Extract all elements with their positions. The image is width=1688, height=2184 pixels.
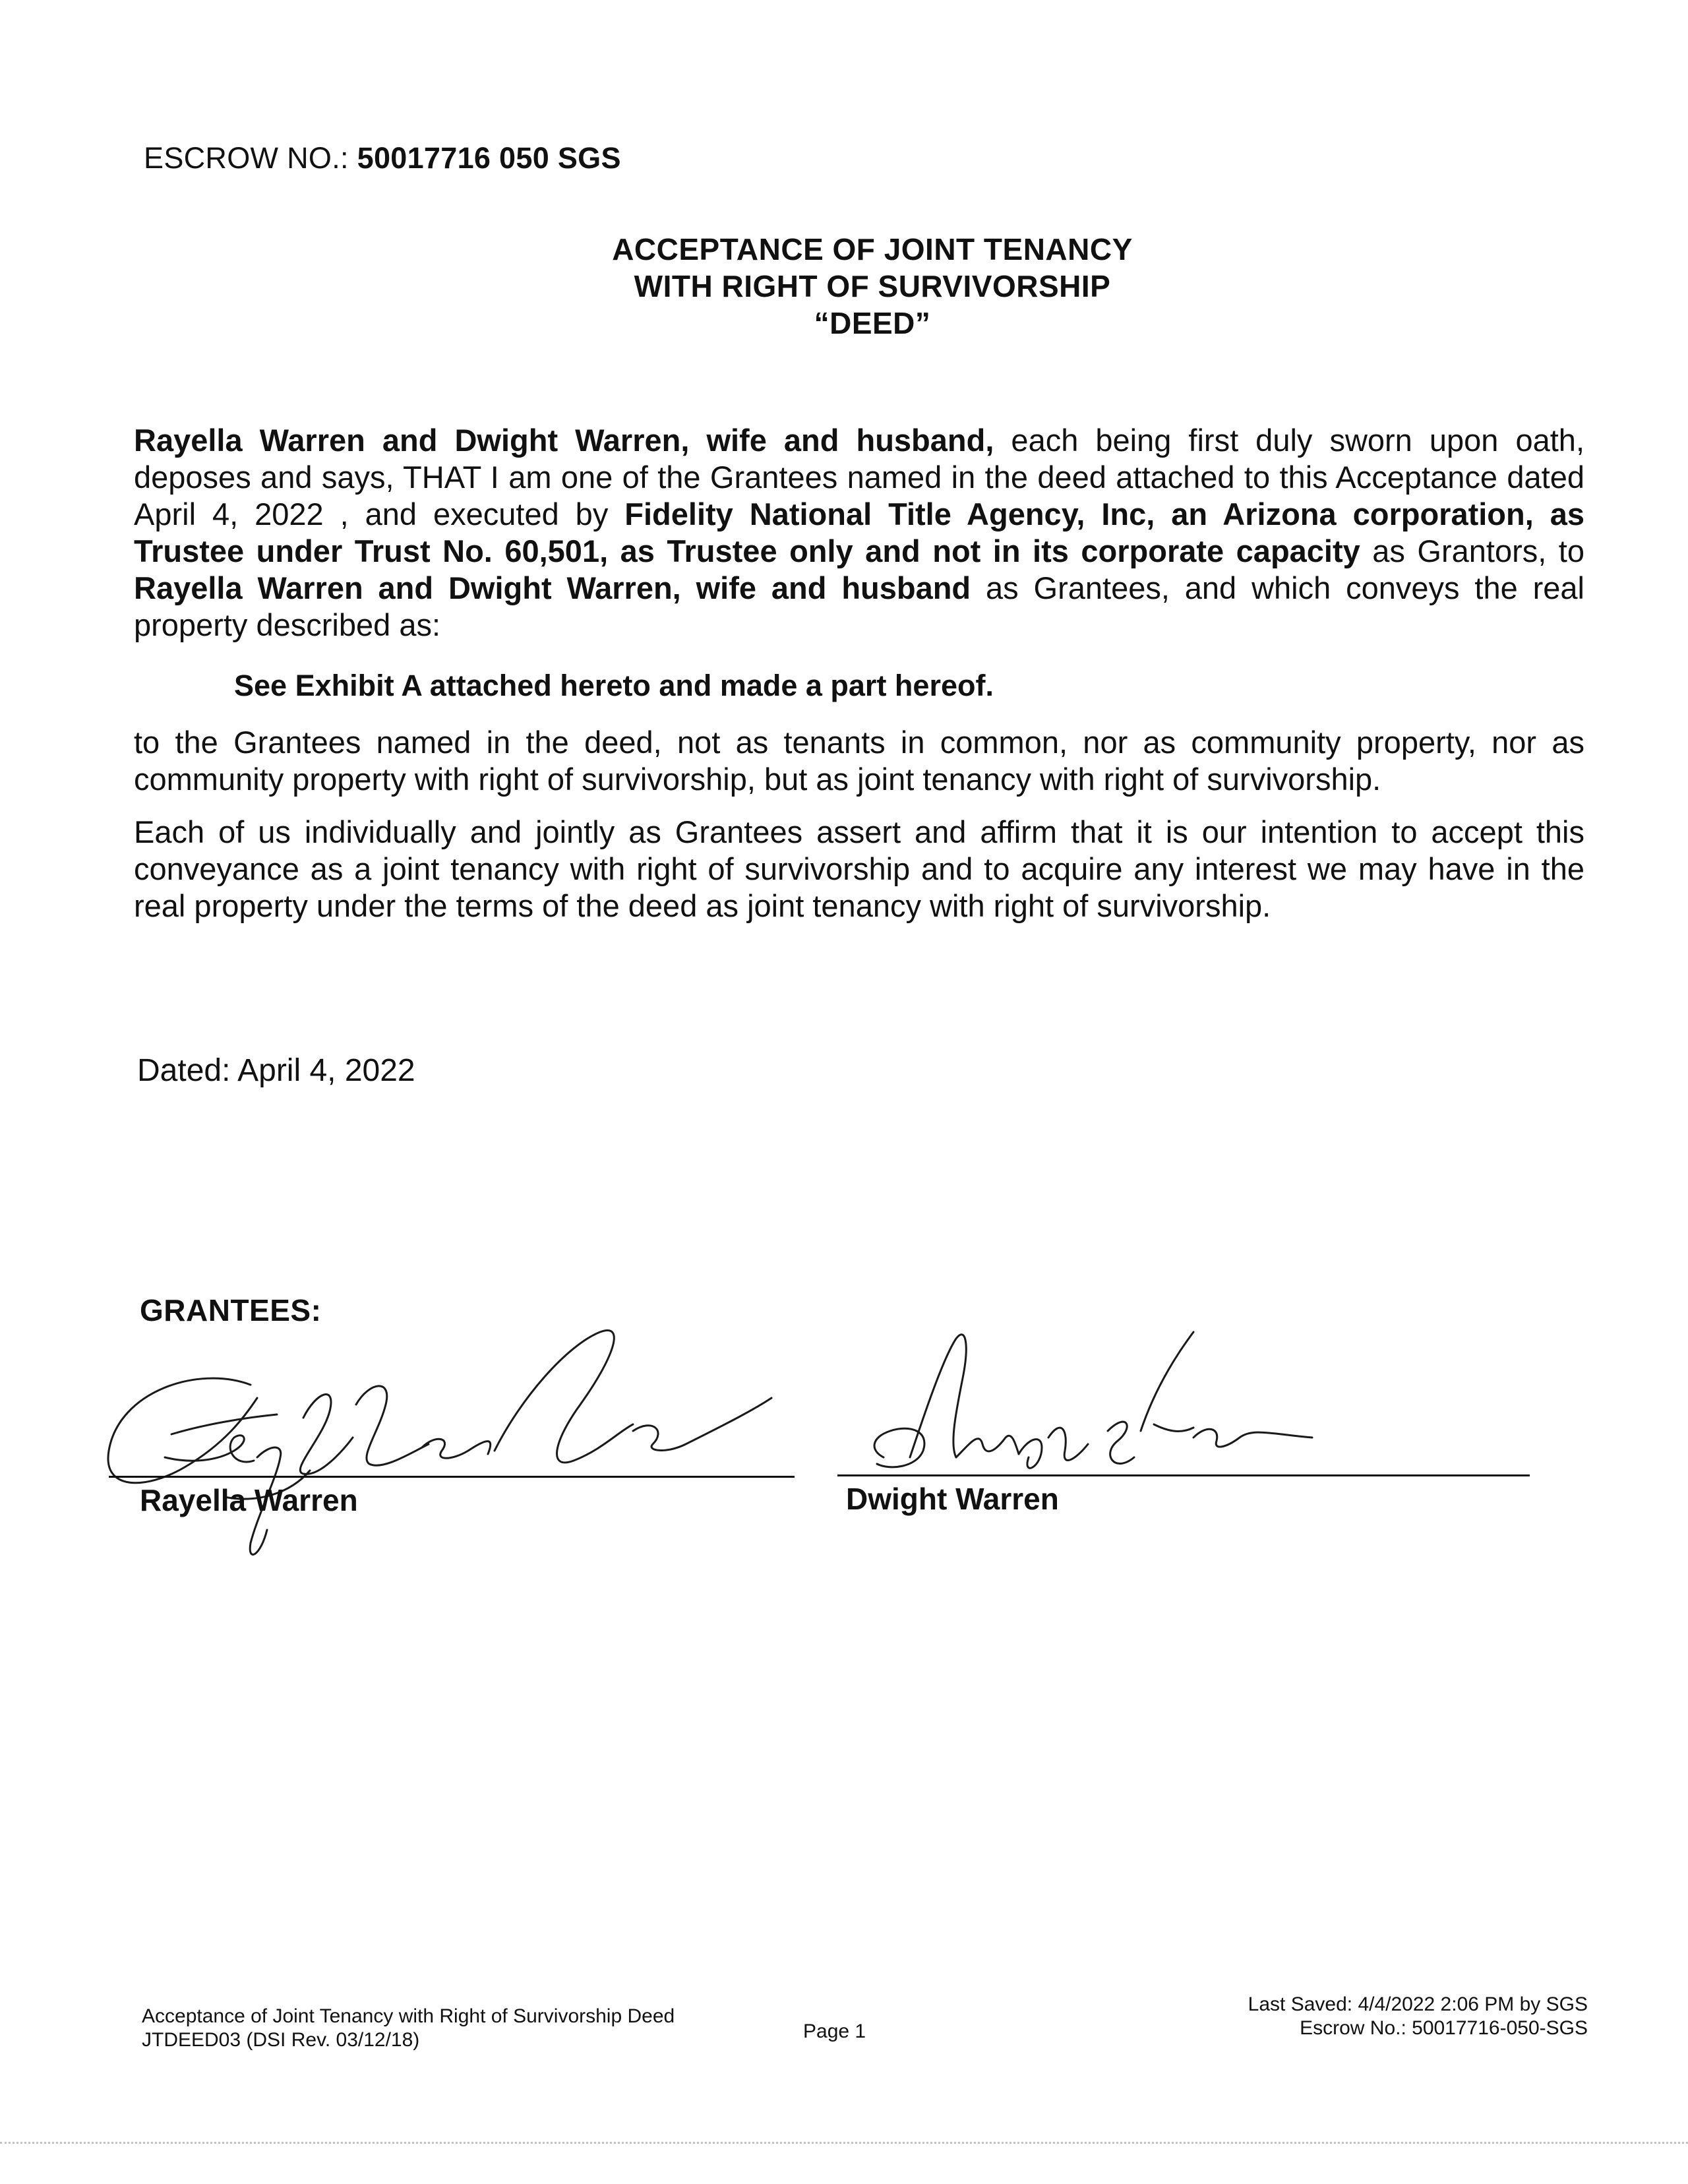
escrow-label: ESCROW NO.: xyxy=(144,141,349,175)
signer-name-1: Rayella Warren xyxy=(140,1483,358,1517)
affidavit-text-2: as Grantors, to xyxy=(1360,533,1584,568)
document-title xyxy=(0,231,1688,342)
footer-save-info xyxy=(1248,1993,1588,2040)
grantees-heading: GRANTEES: xyxy=(140,1293,322,1327)
signature-line-1 xyxy=(109,1476,795,1478)
tenancy-paragraph: to the Grantees named in the deed, not as tenants in common, nor as community property, nor as community property with right of survivorship, but as joint tenancy with right of survivorship. xyxy=(134,725,1584,797)
footer-page-number: Page 1 xyxy=(803,2020,866,2042)
affidavit-paragraph xyxy=(134,422,1584,644)
title-line-3: “DEED” xyxy=(814,306,931,340)
affidavit-text-1: each being first duly sworn upon oath, deposes and says, THAT I am one of the Grantees named in the deed attached to this Acceptance dated April 4, 2022 , and executed by xyxy=(134,423,1584,531)
escrow-number: 50017716 050 SGS xyxy=(357,141,621,175)
signature-rayella-warren xyxy=(92,1319,818,1583)
scan-artifact-divider xyxy=(0,2142,1688,2150)
footer-form-code: JTDEED03 (DSI Rev. 03/12/18) xyxy=(142,2029,420,2051)
footer-last-saved: Last Saved: 4/4/2022 2:06 PM by SGS xyxy=(1248,1993,1588,2015)
signature-line-2 xyxy=(837,1474,1530,1476)
footer-escrow: Escrow No.: 50017716-050-SGS xyxy=(1300,2017,1588,2039)
footer-form-title: Acceptance of Joint Tenancy with Right of Survivorship Deed xyxy=(142,2005,675,2027)
affidavit-text-3: as Grantees, and which conveys the real property described as: xyxy=(134,570,1584,642)
affirmation-paragraph: Each of us individually and jointly as Grantees assert and affirm that it is our intention to accept this conveyance as a joint tenancy with right of survivorship and to acquire any interest we may have in the real property under the terms of the deed as joint tenancy with right of survivorship. xyxy=(134,814,1584,923)
escrow-number-line xyxy=(144,141,621,175)
exhibit-reference: See Exhibit A attached hereto and made a part hereof. xyxy=(234,669,994,702)
title-line-1: ACCEPTANCE OF JOINT TENANCY xyxy=(612,232,1133,266)
signer-name-2: Dwight Warren xyxy=(846,1482,1059,1516)
grantor-name: Fidelity National Title Agency, Inc, an Arizona corporation, as Trustee under Trust No. 60,501, as Trustee only and not in its corporate capacity xyxy=(134,497,1584,568)
grantees-names: Rayella Warren and Dwight Warren, wife and husband, xyxy=(134,423,994,458)
grantees-names-2: Rayella Warren and Dwight Warren, wife and husband xyxy=(134,570,971,605)
dated-line: Dated: April 4, 2022 xyxy=(137,1053,415,1088)
footer-form-info xyxy=(142,2005,675,2052)
title-line-2: WITH RIGHT OF SURVIVORSHIP xyxy=(634,269,1111,303)
signature-dwight-warren xyxy=(851,1319,1325,1490)
